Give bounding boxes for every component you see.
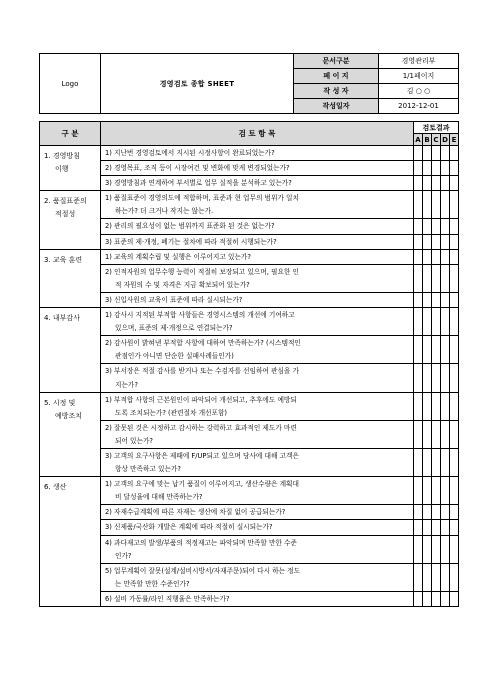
table-row bbox=[40, 448, 459, 476]
grade-c-header: C bbox=[433, 135, 439, 144]
grade-c-checkbox[interactable] bbox=[432, 146, 441, 161]
grade-e-checkbox[interactable] bbox=[450, 505, 459, 520]
review-item-text: 도록 조치되는가? (관련절차 개선포함) bbox=[115, 408, 228, 417]
grade-c-checkbox[interactable] bbox=[432, 176, 441, 191]
review-item-text: 3) 경영방침과 연계하여 부서별로 업무 실적을 분석하고 있는가? bbox=[105, 179, 292, 188]
review-item-text: 2) 관리의 필요성이 없는 범위까지 표준화 된 것은 없는가? bbox=[105, 222, 275, 231]
category-label: 2. 품질표준의 bbox=[44, 197, 87, 206]
review-item bbox=[101, 591, 414, 606]
review-item-text: 적 자원의 수 및 자격은 지금 확보되어 있는가? bbox=[115, 280, 250, 289]
grade-e-checkbox[interactable] bbox=[450, 563, 459, 591]
grade-c-checkbox[interactable] bbox=[432, 477, 441, 505]
review-item-text: 1) 부적합 사항의 근본원인이 파악되어 개선되고, 추후에도 예방되 bbox=[105, 395, 297, 404]
review-item bbox=[101, 146, 414, 161]
grade-c-checkbox[interactable] bbox=[432, 420, 441, 448]
grade-a-checkbox[interactable] bbox=[414, 563, 423, 591]
grade-b-checkbox[interactable] bbox=[423, 563, 432, 591]
grade-e-checkbox[interactable] bbox=[450, 264, 459, 292]
grade-c-checkbox[interactable] bbox=[432, 505, 441, 520]
grade-a-checkbox[interactable] bbox=[414, 264, 423, 292]
grade-c-checkbox[interactable] bbox=[432, 219, 441, 234]
review-item-text: 되어 있는가? bbox=[115, 436, 153, 445]
grade-c-checkbox[interactable] bbox=[432, 535, 441, 563]
category-cell bbox=[40, 477, 101, 607]
table-row bbox=[40, 520, 459, 535]
header-table bbox=[39, 53, 459, 114]
grade-d-checkbox[interactable] bbox=[441, 292, 450, 307]
grade-b-checkbox[interactable] bbox=[423, 308, 432, 336]
review-table bbox=[39, 121, 459, 607]
review-item bbox=[101, 364, 414, 392]
grade-a-checkbox[interactable] bbox=[414, 336, 423, 364]
grade-b-checkbox[interactable] bbox=[423, 448, 432, 476]
review-item bbox=[101, 420, 414, 448]
meta-value-doc-type: 경영관리부 bbox=[379, 54, 459, 69]
grade-c-checkbox[interactable] bbox=[432, 520, 441, 535]
category-cell bbox=[40, 392, 101, 477]
review-item bbox=[101, 191, 414, 219]
review-item-text: 1) 교육의 계획수립 및 실행은 이루어지고 있는가? bbox=[105, 252, 251, 261]
grade-d-checkbox[interactable] bbox=[441, 146, 450, 161]
review-item bbox=[101, 477, 414, 505]
grade-b-checkbox[interactable] bbox=[423, 477, 432, 505]
review-item-text: 2) 경영목표, 조직 등이 시장여건 및 변화에 맞게 변경되었는가? bbox=[105, 164, 290, 173]
grade-b-checkbox[interactable] bbox=[423, 364, 432, 392]
grade-a-checkbox[interactable] bbox=[414, 420, 423, 448]
review-item-text: 1) 지난번 경영검토에서 지시된 시정사항이 완료되었는가? bbox=[105, 149, 275, 157]
grade-b-checkbox[interactable] bbox=[423, 234, 432, 249]
grade-c-checkbox[interactable] bbox=[432, 249, 441, 264]
grade-d-checkbox[interactable] bbox=[441, 535, 450, 563]
review-item-text: 3) 고객의 요구사항은 제때에 F/UP되고 있으며 당사에 대해 고객은 bbox=[105, 451, 299, 460]
grade-c-checkbox[interactable] bbox=[432, 392, 441, 420]
grade-e-checkbox[interactable] bbox=[450, 161, 459, 176]
grade-b-checkbox[interactable] bbox=[423, 249, 432, 264]
meta-value-author: 김 ○ ○ bbox=[379, 84, 459, 99]
grade-c-checkbox[interactable] bbox=[432, 292, 441, 307]
review-item-text: 비 달성율에 대해 만족하는가? bbox=[115, 493, 203, 502]
logo: Logo bbox=[40, 54, 101, 114]
grade-e-checkbox[interactable] bbox=[450, 520, 459, 535]
review-item bbox=[101, 264, 414, 292]
grade-b-checkbox[interactable] bbox=[423, 535, 432, 563]
table-row bbox=[40, 420, 459, 448]
table-row bbox=[40, 146, 459, 161]
grade-d-checkbox[interactable] bbox=[441, 591, 450, 606]
review-item-text: 관점인가 아니면 단순한 실패사례들인가) bbox=[115, 352, 234, 361]
meta-value-page: 1/1페이지 bbox=[379, 69, 459, 84]
grade-e-checkbox[interactable] bbox=[450, 392, 459, 420]
review-item-text: 하는가? 더 크거나 작지는 않는가. bbox=[115, 207, 214, 216]
table-row bbox=[40, 364, 459, 392]
category-cell bbox=[40, 308, 101, 393]
category-label: 적절성 bbox=[55, 210, 76, 219]
review-item-text: 2) 감사원이 밝혀낸 부적합 사항에 대하여 만족하는가? (시스템적인 bbox=[105, 339, 301, 348]
review-item bbox=[101, 219, 414, 234]
grade-d-checkbox[interactable] bbox=[441, 176, 450, 191]
grade-d-checkbox[interactable] bbox=[441, 420, 450, 448]
review-item bbox=[101, 535, 414, 563]
grade-d-checkbox[interactable] bbox=[441, 392, 450, 420]
meta-label-date: 작성일자 bbox=[294, 99, 379, 114]
review-item-text: 항상 만족하고 있는가? bbox=[115, 465, 181, 474]
grade-e-checkbox[interactable] bbox=[450, 234, 459, 249]
table-row bbox=[40, 563, 459, 591]
grade-b-checkbox[interactable] bbox=[423, 146, 432, 161]
review-item-text: 4) 과다재고의 발생/부품의 적정재고는 파악되며 만족할 만한 수준 bbox=[105, 538, 297, 547]
grade-d-checkbox[interactable] bbox=[441, 563, 450, 591]
grade-c-checkbox[interactable] bbox=[432, 563, 441, 591]
header-spacer bbox=[39, 114, 458, 121]
grade-c-checkbox[interactable] bbox=[432, 161, 441, 176]
review-item-text: 3) 신입사원의 교육이 표준에 따라 실시되는가? bbox=[105, 295, 243, 304]
review-item-text: 2) 인적자원의 업무수행 능력이 적절히 보장되고 있으며, 필요한 인 bbox=[105, 267, 299, 276]
review-item bbox=[101, 249, 414, 264]
category-cell bbox=[40, 146, 101, 191]
grade-b-header: B bbox=[424, 135, 430, 144]
review-item bbox=[101, 563, 414, 591]
grade-d-checkbox[interactable] bbox=[441, 477, 450, 505]
table-row bbox=[40, 292, 459, 307]
grade-d-checkbox[interactable] bbox=[441, 264, 450, 292]
grade-b-checkbox[interactable] bbox=[423, 505, 432, 520]
grade-a-checkbox[interactable] bbox=[414, 161, 423, 176]
meta-label-doc-type: 문서구분 bbox=[294, 54, 379, 69]
grade-b-checkbox[interactable] bbox=[423, 264, 432, 292]
column-header-category: 구 분 bbox=[40, 122, 101, 146]
category-label: 5. 시정 및 bbox=[44, 398, 76, 407]
column-header-result: 검토결과 bbox=[414, 122, 459, 134]
grade-e-checkbox[interactable] bbox=[450, 535, 459, 563]
review-sheet bbox=[39, 53, 458, 607]
grade-a-checkbox[interactable] bbox=[414, 249, 423, 264]
review-item-text: 는 만족할 만한 수준인가? bbox=[115, 579, 190, 588]
grade-a-checkbox[interactable] bbox=[414, 292, 423, 307]
grade-a-header: A bbox=[415, 135, 421, 144]
grade-c-checkbox[interactable] bbox=[432, 448, 441, 476]
grade-b-checkbox[interactable] bbox=[423, 191, 432, 219]
grade-e-checkbox[interactable] bbox=[450, 191, 459, 219]
review-item-text: 1) 고객의 요구에 맞는 납기 품질이 이루어지고, 생산수량은 계획대 bbox=[105, 480, 299, 489]
review-item-text: 6) 설비 가동률/라인 직행율은 만족하는가? bbox=[105, 594, 230, 603]
category-label: 이행 bbox=[55, 165, 69, 173]
table-row bbox=[40, 392, 459, 420]
grade-d-checkbox[interactable] bbox=[441, 364, 450, 392]
review-item-text: 1) 품질표준이 경영의도에 적합하며, 표준과 현 업무의 범위가 일치 bbox=[105, 194, 299, 203]
review-item-text: 2) 자재수급계획에 따른 자재는 생산에 차질 없이 공급되는가? bbox=[105, 508, 286, 517]
grade-d-checkbox[interactable] bbox=[441, 505, 450, 520]
review-item-text: 있으며, 표준의 제·개정으로 연결되는가? bbox=[115, 324, 233, 333]
review-item-text: 지는가? bbox=[115, 380, 138, 389]
table-row bbox=[40, 308, 459, 336]
grade-a-checkbox[interactable] bbox=[414, 505, 423, 520]
grade-d-checkbox[interactable] bbox=[441, 234, 450, 249]
grade-e-checkbox[interactable] bbox=[450, 591, 459, 606]
grade-a-checkbox[interactable] bbox=[414, 146, 423, 161]
grade-e-checkbox[interactable] bbox=[450, 176, 459, 191]
table-row bbox=[40, 535, 459, 563]
grade-e-checkbox[interactable] bbox=[450, 249, 459, 264]
grade-c-checkbox[interactable] bbox=[432, 308, 441, 336]
grade-e-checkbox[interactable] bbox=[450, 292, 459, 307]
grade-a-checkbox[interactable] bbox=[414, 191, 423, 219]
grade-c-checkbox[interactable] bbox=[432, 336, 441, 364]
grade-b-checkbox[interactable] bbox=[423, 520, 432, 535]
grade-d-checkbox[interactable] bbox=[441, 336, 450, 364]
grade-b-checkbox[interactable] bbox=[423, 392, 432, 420]
grade-a-checkbox[interactable] bbox=[414, 364, 423, 392]
table-row bbox=[40, 191, 459, 219]
review-item bbox=[101, 292, 414, 307]
review-item-text: 3) 부서장은 적절 감사를 받거나 또는 수검자를 선임하여 관심을 가 bbox=[105, 367, 299, 376]
grade-c-checkbox[interactable] bbox=[432, 591, 441, 606]
meta-value-date: 2012-12-01 bbox=[379, 99, 459, 114]
grade-d-checkbox[interactable] bbox=[441, 448, 450, 476]
meta-label-author: 작 성 자 bbox=[294, 84, 379, 99]
grade-a-checkbox[interactable] bbox=[414, 520, 423, 535]
grade-a-checkbox[interactable] bbox=[414, 477, 423, 505]
grade-d-checkbox[interactable] bbox=[441, 161, 450, 176]
review-item-text: 2) 잘못된 것은 시정하고 감시하는 강력하고 효과적인 제도가 마련 bbox=[105, 423, 297, 432]
grade-e-checkbox[interactable] bbox=[450, 219, 459, 234]
grade-e-checkbox[interactable] bbox=[450, 364, 459, 392]
grade-e-checkbox[interactable] bbox=[450, 146, 459, 161]
grade-d-checkbox[interactable] bbox=[441, 191, 450, 219]
grade-e-checkbox[interactable] bbox=[450, 477, 459, 505]
grade-d-checkbox[interactable] bbox=[441, 520, 450, 535]
grade-c-checkbox[interactable] bbox=[432, 191, 441, 219]
table-row bbox=[40, 505, 459, 520]
review-item bbox=[101, 520, 414, 535]
table-row bbox=[40, 336, 459, 364]
review-item-text: 5) 업무계획이 잘못(설계/설비시방서/자재주문)되어 다시 하는 정도 bbox=[105, 566, 301, 575]
meta-label-page: 페 이 지 bbox=[294, 69, 379, 84]
review-item-text: 인가? bbox=[115, 551, 132, 560]
category-cell bbox=[40, 249, 101, 307]
category-label: 4. 내부감사 bbox=[44, 314, 80, 323]
grade-b-checkbox[interactable] bbox=[423, 219, 432, 234]
category-label: 예방조치 bbox=[55, 411, 83, 420]
review-item bbox=[101, 176, 414, 191]
grade-c-checkbox[interactable] bbox=[432, 234, 441, 249]
table-row bbox=[40, 264, 459, 292]
grade-e-header: E bbox=[450, 134, 459, 146]
grade-a-checkbox[interactable] bbox=[414, 234, 423, 249]
table-row bbox=[40, 477, 459, 505]
grade-b-checkbox[interactable] bbox=[423, 161, 432, 176]
grade-d-checkbox[interactable] bbox=[441, 249, 450, 264]
grade-a-checkbox[interactable] bbox=[414, 219, 423, 234]
grade-e-checkbox[interactable] bbox=[450, 336, 459, 364]
grade-e-checkbox[interactable] bbox=[450, 308, 459, 336]
review-item bbox=[101, 448, 414, 476]
review-item bbox=[101, 308, 414, 336]
grade-c-checkbox[interactable] bbox=[432, 264, 441, 292]
table-row bbox=[40, 249, 459, 264]
table-row bbox=[40, 591, 459, 606]
grade-a-checkbox[interactable] bbox=[414, 176, 423, 191]
grade-a-checkbox[interactable] bbox=[414, 308, 423, 336]
grade-b-checkbox[interactable] bbox=[423, 420, 432, 448]
grade-c-checkbox[interactable] bbox=[432, 364, 441, 392]
review-item bbox=[101, 392, 414, 420]
grade-e-checkbox[interactable] bbox=[450, 448, 459, 476]
review-item bbox=[101, 161, 414, 176]
table-row bbox=[40, 234, 459, 249]
review-item bbox=[101, 336, 414, 364]
grade-d-header: D bbox=[442, 135, 448, 144]
category-label: 1. 경영방침 bbox=[44, 152, 80, 160]
category-label: 6. 생산 bbox=[44, 483, 67, 492]
review-item-text: 3) 표준의 제·개정, 폐기는 절차에 따라 적절히 시행되는가? bbox=[105, 237, 277, 246]
table-row bbox=[40, 161, 459, 176]
review-item bbox=[101, 234, 414, 249]
table-row bbox=[40, 176, 459, 191]
page-title: 경영검토 종합 SHEET bbox=[101, 54, 294, 114]
grade-b-checkbox[interactable] bbox=[423, 292, 432, 307]
grade-d-checkbox[interactable] bbox=[441, 219, 450, 234]
review-item bbox=[101, 505, 414, 520]
category-label: 3. 교육 훈련 bbox=[44, 255, 83, 264]
grade-b-checkbox[interactable] bbox=[423, 591, 432, 606]
grade-a-checkbox[interactable] bbox=[414, 535, 423, 563]
grade-e-checkbox[interactable] bbox=[450, 420, 459, 448]
grade-b-checkbox[interactable] bbox=[423, 336, 432, 364]
grade-a-checkbox[interactable] bbox=[414, 392, 423, 420]
review-item-text: 1) 감사시 지적된 부적합 사항들은 경영시스템의 개선에 기여하고 bbox=[105, 311, 295, 320]
table-row bbox=[40, 219, 459, 234]
column-header-items: 검 토 항 목 bbox=[101, 122, 414, 146]
grade-a-checkbox[interactable] bbox=[414, 448, 423, 476]
grade-a-checkbox[interactable] bbox=[414, 591, 423, 606]
grade-b-checkbox[interactable] bbox=[423, 176, 432, 191]
grade-d-checkbox[interactable] bbox=[441, 308, 450, 336]
category-cell bbox=[40, 191, 101, 249]
review-item-text: 3) 신제품/국산화 개발은 계획에 따라 적절히 실시되는가? bbox=[105, 523, 273, 532]
